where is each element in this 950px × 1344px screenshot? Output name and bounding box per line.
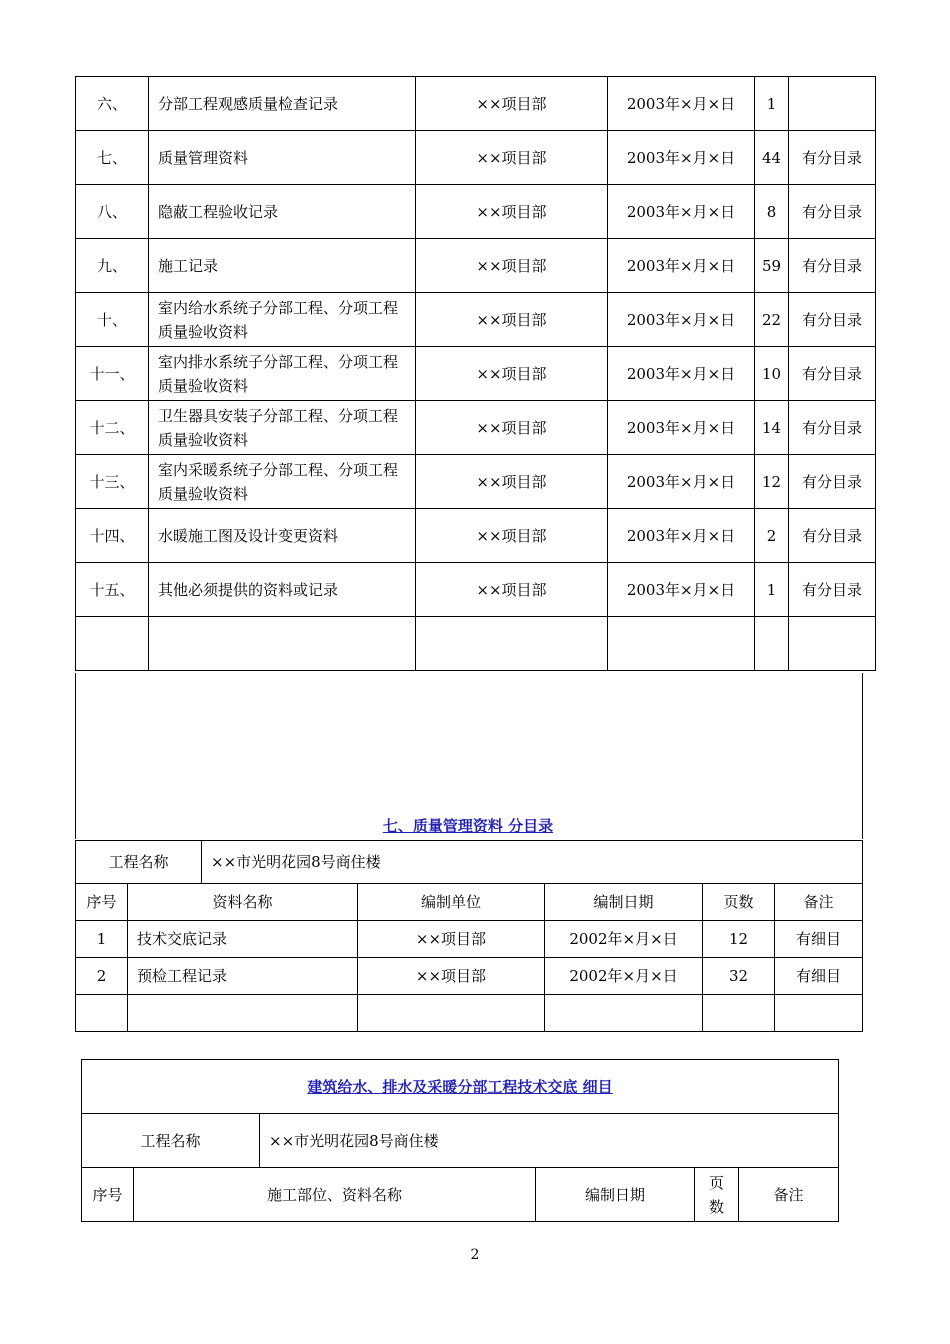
page-count: 1	[755, 563, 789, 617]
remark: 有分目录	[789, 347, 876, 401]
table-row	[76, 921, 863, 958]
remark: 有分目录	[789, 239, 876, 293]
compiling-unit: ××项目部	[416, 131, 608, 185]
header-unit: 编制单位	[358, 884, 545, 921]
header-note: 备注	[739, 1168, 839, 1222]
row-number: 七、	[76, 131, 149, 185]
compile-date	[608, 617, 755, 671]
header-name: 施工部位、资料名称	[134, 1168, 536, 1222]
page-count: 32	[703, 958, 775, 995]
compiling-unit: ××项目部	[416, 509, 608, 563]
table-row	[76, 293, 876, 347]
table-row	[76, 455, 876, 509]
header-no: 序号	[76, 884, 128, 921]
detail-project-row	[82, 1114, 839, 1168]
document-name: 室内给水系统子分部工程、分项工程质量验收资料	[149, 293, 416, 347]
row-number	[76, 995, 128, 1032]
page-number: 2	[470, 1247, 480, 1263]
page-count: 2	[755, 509, 789, 563]
remark: 有分目录	[789, 455, 876, 509]
compile-date: 2003年×月×日	[608, 131, 755, 185]
project-row	[76, 841, 863, 884]
page-count	[703, 995, 775, 1032]
document-name	[128, 995, 358, 1032]
sub-catalog-table	[75, 883, 863, 1032]
compile-date: 2002年×月×日	[545, 958, 703, 995]
document-name: 室内排水系统子分部工程、分项工程质量验收资料	[149, 347, 416, 401]
compiling-unit: ××项目部	[416, 347, 608, 401]
project-label: 工程名称	[76, 841, 202, 884]
remark: 有分目录	[789, 131, 876, 185]
compile-date: 2003年×月×日	[608, 239, 755, 293]
document-name: 分部工程观感质量检查记录	[149, 77, 416, 131]
compile-date: 2003年×月×日	[608, 185, 755, 239]
page-count	[755, 617, 789, 671]
page-count: 8	[755, 185, 789, 239]
remark: 有分目录	[789, 563, 876, 617]
compiling-unit: ××项目部	[416, 293, 608, 347]
compiling-unit: ××项目部	[416, 185, 608, 239]
remark	[789, 617, 876, 671]
document-name: 水暖施工图及设计变更资料	[149, 509, 416, 563]
project-value: ××市光明花园8号商住楼	[260, 1114, 839, 1168]
detail-title-row	[82, 1060, 839, 1114]
sub-catalog-body	[76, 884, 863, 1032]
remark: 有分目录	[789, 509, 876, 563]
compiling-unit: ××项目部	[358, 958, 545, 995]
compile-date: 2003年×月×日	[608, 293, 755, 347]
remark: 有细目	[775, 958, 863, 995]
project-label: 工程名称	[82, 1114, 260, 1168]
remark	[789, 77, 876, 131]
document-name: 隐蔽工程验收记录	[149, 185, 416, 239]
page-count: 10	[755, 347, 789, 401]
page-count: 12	[755, 455, 789, 509]
document-name: 预检工程记录	[128, 958, 358, 995]
compiling-unit: ××项目部	[416, 455, 608, 509]
remark: 有分目录	[789, 185, 876, 239]
main-catalog-body	[76, 77, 876, 671]
empty-row	[76, 617, 876, 671]
row-number: 八、	[76, 185, 149, 239]
page-count: 1	[755, 77, 789, 131]
header-date: 编制日期	[536, 1168, 695, 1222]
compiling-unit	[416, 617, 608, 671]
page-count: 22	[755, 293, 789, 347]
table-row	[76, 77, 876, 131]
compile-date: 2003年×月×日	[608, 563, 755, 617]
document-name: 质量管理资料	[149, 131, 416, 185]
row-number: 十二、	[76, 401, 149, 455]
table-row	[76, 401, 876, 455]
row-number: 六、	[76, 77, 149, 131]
compile-date: 2003年×月×日	[608, 509, 755, 563]
detail-table	[81, 1059, 839, 1222]
table-row	[76, 347, 876, 401]
empty-row	[76, 995, 863, 1032]
sub-catalog-project-table	[75, 840, 863, 884]
compile-date: 2002年×月×日	[545, 921, 703, 958]
detail-header-row	[82, 1168, 839, 1222]
row-number: 十五、	[76, 563, 149, 617]
compiling-unit: ××项目部	[416, 77, 608, 131]
remark: 有分目录	[789, 401, 876, 455]
header-row	[76, 884, 863, 921]
header-date: 编制日期	[545, 884, 703, 921]
compiling-unit: ××项目部	[416, 401, 608, 455]
remark	[775, 995, 863, 1032]
detail-title: 建筑给水、排水及采暖分部工程技术交底 细目	[82, 1060, 839, 1114]
remark: 有分目录	[789, 293, 876, 347]
table-row	[76, 958, 863, 995]
table-row	[76, 509, 876, 563]
compiling-unit: ××项目部	[416, 239, 608, 293]
page-count: 59	[755, 239, 789, 293]
row-number: 十三、	[76, 455, 149, 509]
table-row	[76, 185, 876, 239]
row-number: 2	[76, 958, 128, 995]
row-number: 1	[76, 921, 128, 958]
remark: 有细目	[775, 921, 863, 958]
header-name: 资料名称	[128, 884, 358, 921]
header-no: 序号	[82, 1168, 134, 1222]
page-count: 44	[755, 131, 789, 185]
document-name	[149, 617, 416, 671]
document-name: 技术交底记录	[128, 921, 358, 958]
page-count: 12	[703, 921, 775, 958]
page-count: 14	[755, 401, 789, 455]
compile-date: 2003年×月×日	[608, 77, 755, 131]
table-row	[76, 563, 876, 617]
header-note: 备注	[775, 884, 863, 921]
row-number: 十、	[76, 293, 149, 347]
compiling-unit: ××项目部	[358, 921, 545, 958]
row-number	[76, 617, 149, 671]
document-name: 室内采暖系统子分部工程、分项工程质量验收资料	[149, 455, 416, 509]
header-pages: 页数	[695, 1168, 739, 1222]
compile-date: 2003年×月×日	[608, 401, 755, 455]
compile-date: 2003年×月×日	[608, 347, 755, 401]
document-name: 施工记录	[149, 239, 416, 293]
row-number: 十四、	[76, 509, 149, 563]
compiling-unit	[358, 995, 545, 1032]
table-row	[76, 239, 876, 293]
document-name: 其他必须提供的资料或记录	[149, 563, 416, 617]
compiling-unit: ××项目部	[416, 563, 608, 617]
header-pages: 页数	[703, 884, 775, 921]
sub-catalog-title: 七、质量管理资料 分目录	[382, 817, 554, 835]
row-number: 九、	[76, 239, 149, 293]
table-row	[76, 131, 876, 185]
compile-date: 2003年×月×日	[608, 455, 755, 509]
document-name: 卫生器具安装子分部工程、分项工程质量验收资料	[149, 401, 416, 455]
row-number: 十一、	[76, 347, 149, 401]
project-value: ××市光明花园8号商住楼	[202, 841, 863, 884]
main-catalog-table	[75, 76, 876, 671]
compile-date	[545, 995, 703, 1032]
